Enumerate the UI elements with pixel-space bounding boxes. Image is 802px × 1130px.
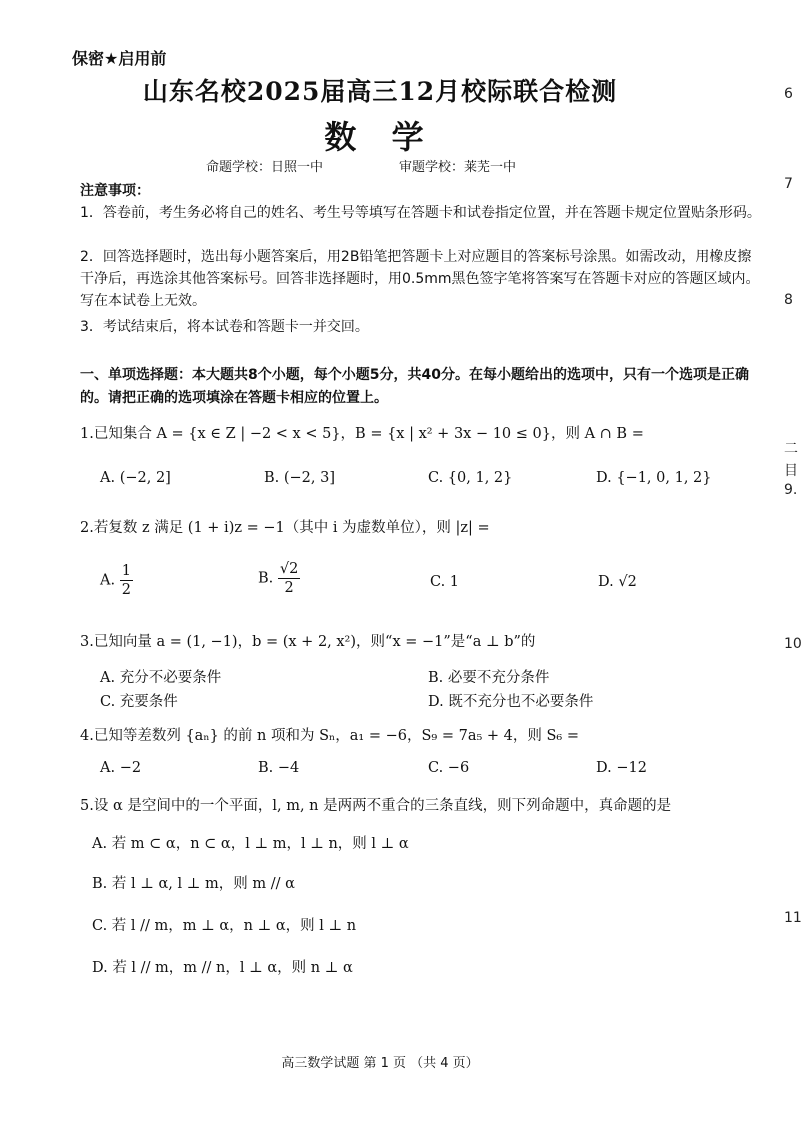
- question-4-option-b: B. −4: [258, 760, 300, 776]
- notes-title: 注意事项：: [80, 183, 150, 199]
- question-5-option-d: D. 若 l // m，m // n，l ⊥ α，则 n ⊥ α: [92, 960, 353, 976]
- edge-mark: 11: [784, 910, 802, 926]
- question-2-option-b: [258, 560, 300, 597]
- fraction-numerator: √2: [279, 561, 299, 577]
- question-5-option-c: C. 若 l // m，m ⊥ α，n ⊥ α，则 l ⊥ n: [92, 918, 357, 934]
- question-5-option-a: A. 若 m ⊂ α，n ⊂ α，l ⊥ m，l ⊥ n，则 l ⊥ α: [92, 836, 409, 852]
- question-4-option-c: C. −6: [428, 760, 470, 776]
- question-3-option-c: C. 充要条件: [100, 694, 178, 710]
- question-2-option-d: D. √2: [598, 574, 637, 590]
- page-footer: 高三数学试题 第 1 页 （共 4 页）: [281, 1056, 479, 1071]
- fraction: [120, 562, 133, 599]
- option-label: B.: [258, 570, 274, 587]
- edge-mark: 9.: [784, 482, 798, 498]
- edge-mark: 二: [784, 441, 798, 457]
- fraction-denominator: 2: [121, 582, 131, 598]
- question-5-option-b: B. 若 l ⊥ α, l ⊥ m，则 m // α: [92, 876, 295, 892]
- question-2-option-c: C. 1: [430, 574, 460, 590]
- edge-mark: 10: [784, 636, 802, 652]
- question-2-stem: 2.若复数 z 满足 (1 + i)z = −1（其中 i 为虚数单位），则 |z| =: [80, 520, 490, 536]
- note-item: 2．回答选择题时，选出每小题答案后，用2B铅笔把答题卡上对应题目的答案标号涂黑。如需改动，用橡皮擦干净后，再选涂其他答案标号。回答非选择题时，用0.5mm黑色签字笔将答案写在答题卡对应的答题区域内。写在本试卷上无效。: [80, 249, 760, 309]
- question-4-stem: 4.已知等差数列 {aₙ} 的前 n 项和为 Sₙ，a₁ = −6，S₉ = 7a₅ + 4，则 S₆ =: [80, 728, 579, 744]
- question-1-option-b: B. (−2, 3]: [264, 470, 336, 486]
- school-info: [206, 156, 516, 175]
- question-3-stem: 3.已知向量 a = (1, −1)，b = (x + 2, x²)，则“x = −1”是“a ⊥ b”的: [80, 634, 536, 650]
- question-4-option-d: D. −12: [596, 760, 647, 776]
- reviewer-school: 审题学校：莱芜一中: [399, 160, 517, 175]
- question-5-stem: 5.设 α 是空间中的一个平面，l, m, n 是两两不重合的三条直线，则下列命题中，真命题的是: [80, 798, 672, 814]
- exam-title: 山东名校2025届高三12月校际联合检测: [142, 77, 618, 106]
- fraction: [278, 560, 300, 597]
- option-label: A.: [100, 572, 116, 589]
- edge-mark: 6: [784, 86, 793, 102]
- question-1-stem: 1.已知集合 A = {x ∈ Z | −2 < x < 5}，B = {x | x² + 3x − 10 ≤ 0}，则 A ∩ B =: [80, 426, 644, 442]
- question-3-option-a: A. 充分不必要条件: [100, 670, 222, 686]
- question-3-option-d: D. 既不充分也不必要条件: [428, 694, 594, 710]
- section-heading: 一、单项选择题：本大题共8个小题，每个小题5分，共40分。在每小题给出的选项中，只有一个选项是正确的。请把正确的选项填涂在答题卡相应的位置上。: [80, 367, 749, 406]
- note-item: 1．答卷前，考生务必将自己的姓名、考生号等填写在答题卡和试卷指定位置，并在答题卡规定位置贴条形码。: [80, 205, 761, 221]
- edge-mark: 8: [784, 292, 793, 308]
- proposer-school: 命题学校：日照一中: [206, 160, 324, 175]
- fraction-denominator: 2: [284, 580, 294, 596]
- question-3-option-b: B. 必要不充分条件: [428, 670, 550, 686]
- note-item: 3．考试结束后，将本试卷和答题卡一并交回。: [80, 319, 369, 335]
- edge-mark: 目: [784, 463, 798, 479]
- question-1-option-a: A. (−2, 2]: [100, 470, 171, 486]
- question-4-option-a: A. −2: [100, 760, 142, 776]
- confidential-mark: 保密★启用前: [72, 49, 167, 68]
- question-1-option-c: C. {0, 1, 2}: [428, 470, 513, 486]
- question-2-option-a: [100, 562, 133, 599]
- question-1-option-d: D. {−1, 0, 1, 2}: [596, 470, 712, 486]
- subject-title: 数 学: [324, 118, 436, 156]
- fraction-numerator: 1: [121, 563, 131, 579]
- edge-mark: 7: [784, 176, 793, 192]
